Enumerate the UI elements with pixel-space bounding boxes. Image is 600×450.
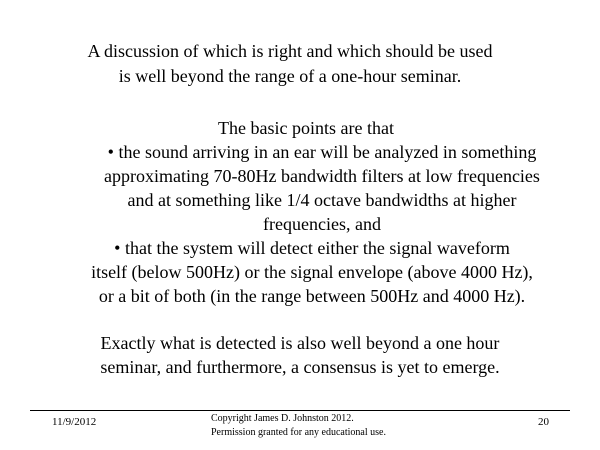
bullet-1-line-4: frequencies, and [263, 214, 381, 234]
footer-date: 11/9/2012 [52, 416, 97, 428]
paragraph-1-line-1: A discussion of which is right and which should be used [87, 41, 493, 61]
footer-copyright: Copyright James D. Johnston 2012. [211, 413, 354, 424]
bullet-2-line-2: itself (below 500Hz) or the signal envelope (above 4000 Hz), [91, 262, 533, 282]
bullet-2-line-1: • that the system will detect either the signal waveform [114, 238, 510, 258]
bullet-2-line-3: or a bit of both (in the range between 500Hz and 4000 Hz). [98, 286, 526, 306]
bullet-1-line-3: and at something like 1/4 octave bandwidths at higher [127, 190, 517, 210]
paragraph-2-line-1: Exactly what is detected is also well beyond a one hour [100, 333, 500, 353]
bullet-1-line-1: • the sound arriving in an ear will be analyzed in something [107, 142, 537, 162]
bullet-1-line-2: approximating 70-80Hz bandwidth filters at low frequencies [104, 166, 540, 186]
footer-divider [30, 410, 570, 411]
footer-permission: Permission granted for any educational use. [211, 427, 386, 438]
intro-line: The basic points are that [218, 118, 394, 138]
paragraph-1-line-2: is well beyond the range of a one-hour seminar. [118, 66, 462, 86]
paragraph-2-line-2: seminar, and furthermore, a consensus is yet to emerge. [100, 357, 500, 377]
footer-page-number: 20 [538, 416, 549, 428]
